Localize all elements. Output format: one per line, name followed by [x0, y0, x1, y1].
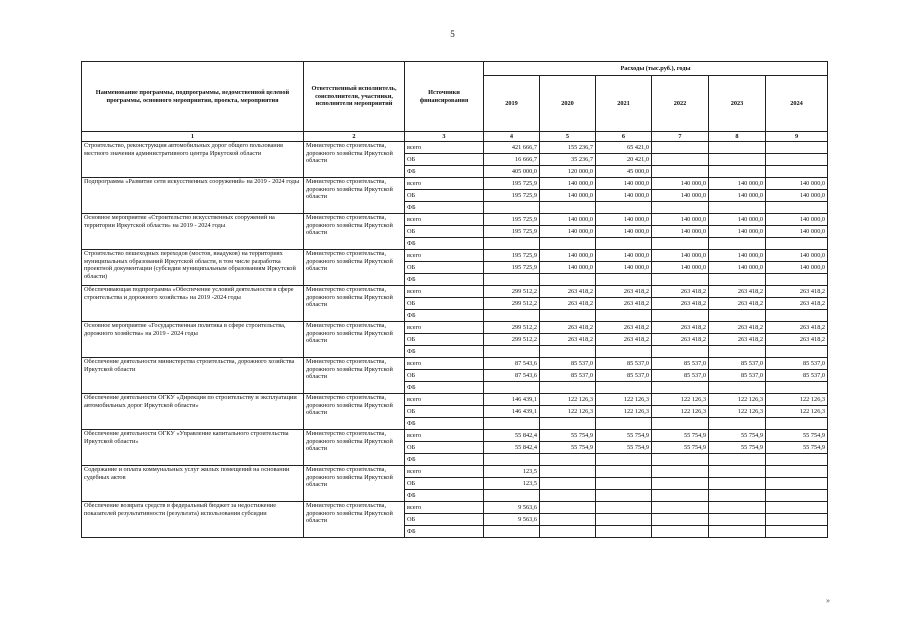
table-row — [82, 502, 828, 514]
executor-name: Министерство строительства, дорожного хозяйства Иркутской области — [304, 286, 405, 322]
amount-cell: 35 236,7 — [540, 154, 596, 166]
funding-source: ФБ — [405, 490, 484, 502]
amount-cell — [766, 526, 828, 538]
funding-source: ФБ — [405, 202, 484, 214]
funding-source: ОБ — [405, 442, 484, 454]
funding-source: всего — [405, 286, 484, 298]
amount-cell: 263 418,2 — [709, 322, 766, 334]
column-index-cell: 3 — [405, 132, 484, 142]
amount-cell — [709, 454, 766, 466]
header-expenses: Расходы (тыс.руб.), годы — [484, 62, 828, 76]
amount-cell: 195 725,9 — [484, 214, 540, 226]
amount-cell — [709, 514, 766, 526]
amount-cell — [709, 142, 766, 154]
activity-name: Основное мероприятие «Строительство искусственных сооружений на территории Иркутской области» на 2019 - 2024 годы — [82, 214, 304, 250]
amount-cell — [652, 478, 709, 490]
table-row — [82, 394, 828, 406]
funding-source: ФБ — [405, 454, 484, 466]
executor-name: Министерство строительства, дорожного хозяйства Иркутской области — [304, 430, 405, 466]
amount-cell — [766, 154, 828, 166]
executor-name: Министерство строительства, дорожного хозяйства Иркутской области — [304, 394, 405, 430]
amount-cell: 122 126,3 — [540, 406, 596, 418]
amount-cell — [484, 346, 540, 358]
header-source: Источники финансирования — [405, 62, 484, 132]
amount-cell: 55 754,9 — [596, 442, 652, 454]
amount-cell: 140 000,0 — [709, 262, 766, 274]
amount-cell: 140 000,0 — [766, 226, 828, 238]
amount-cell: 120 000,0 — [540, 166, 596, 178]
activity-name: Содержание и оплата коммунальных услуг жилых помещений на основании судебных актов — [82, 466, 304, 502]
amount-cell: 85 537,0 — [709, 370, 766, 382]
amount-cell: 140 000,0 — [596, 262, 652, 274]
amount-cell — [484, 526, 540, 538]
amount-cell: 263 418,2 — [596, 286, 652, 298]
amount-cell — [709, 274, 766, 286]
amount-cell: 405 000,0 — [484, 166, 540, 178]
amount-cell — [709, 166, 766, 178]
header-year-2020: 2020 — [540, 76, 596, 132]
amount-cell: 195 725,9 — [484, 190, 540, 202]
amount-cell — [766, 346, 828, 358]
amount-cell — [766, 478, 828, 490]
amount-cell — [709, 478, 766, 490]
amount-cell: 263 418,2 — [540, 334, 596, 346]
amount-cell: 146 439,1 — [484, 394, 540, 406]
amount-cell: 140 000,0 — [766, 190, 828, 202]
table-row — [82, 286, 828, 298]
amount-cell — [652, 310, 709, 322]
amount-cell — [709, 490, 766, 502]
amount-cell — [766, 274, 828, 286]
executor-name: Министерство строительства, дорожного хозяйства Иркутской области — [304, 214, 405, 250]
amount-cell — [709, 154, 766, 166]
amount-cell — [766, 466, 828, 478]
amount-cell — [652, 238, 709, 250]
funding-source: всего — [405, 178, 484, 190]
amount-cell: 85 537,0 — [766, 370, 828, 382]
funding-source: всего — [405, 358, 484, 370]
amount-cell: 85 537,0 — [709, 358, 766, 370]
amount-cell: 123,5 — [484, 466, 540, 478]
amount-cell — [766, 142, 828, 154]
table-row — [82, 178, 828, 190]
funding-source: всего — [405, 502, 484, 514]
amount-cell: 140 000,0 — [709, 250, 766, 262]
amount-cell — [709, 526, 766, 538]
amount-cell — [596, 502, 652, 514]
funding-source: ФБ — [405, 166, 484, 178]
amount-cell: 263 418,2 — [652, 322, 709, 334]
funding-source: ОБ — [405, 334, 484, 346]
amount-cell — [652, 514, 709, 526]
amount-cell — [596, 466, 652, 478]
amount-cell: 263 418,2 — [540, 298, 596, 310]
activity-name: Подпрограмма «Развитие сети искусственных сооружений» на 2019 - 2024 годы — [82, 178, 304, 214]
table-row — [82, 214, 828, 226]
amount-cell — [596, 454, 652, 466]
table-row — [82, 466, 828, 478]
amount-cell: 140 000,0 — [766, 214, 828, 226]
amount-cell: 140 000,0 — [596, 190, 652, 202]
amount-cell — [596, 274, 652, 286]
amount-cell: 263 418,2 — [766, 298, 828, 310]
amount-cell: 263 418,2 — [766, 334, 828, 346]
funding-source: ОБ — [405, 262, 484, 274]
amount-cell: 55 754,9 — [540, 430, 596, 442]
amount-cell: 55 842,4 — [484, 430, 540, 442]
amount-cell: 195 725,9 — [484, 250, 540, 262]
amount-cell — [709, 418, 766, 430]
column-index-cell: 9 — [766, 132, 828, 142]
funding-source: ОБ — [405, 406, 484, 418]
funding-source: ОБ — [405, 226, 484, 238]
funding-source: ФБ — [405, 238, 484, 250]
activity-name: Обеспечение деятельности ОГКУ «Дирекция по строительству и эксплуатации автомобильных дорог Иркутской области» — [82, 394, 304, 430]
amount-cell — [766, 238, 828, 250]
amount-cell — [652, 166, 709, 178]
amount-cell — [484, 202, 540, 214]
amount-cell — [596, 346, 652, 358]
amount-cell: 55 754,9 — [652, 430, 709, 442]
amount-cell: 140 000,0 — [540, 214, 596, 226]
amount-cell: 263 418,2 — [652, 286, 709, 298]
activity-name: Обеспечение деятельности ОГКУ «Управление капитального строительства Иркутской области» — [82, 430, 304, 466]
amount-cell — [596, 238, 652, 250]
funding-source: ОБ — [405, 478, 484, 490]
amount-cell: 140 000,0 — [766, 250, 828, 262]
amount-cell — [596, 310, 652, 322]
funding-source: всего — [405, 430, 484, 442]
amount-cell: 263 418,2 — [652, 298, 709, 310]
amount-cell — [484, 238, 540, 250]
funding-source: ФБ — [405, 274, 484, 286]
funding-source: всего — [405, 466, 484, 478]
amount-cell: 87 543,6 — [484, 370, 540, 382]
amount-cell — [766, 202, 828, 214]
header-index-row — [82, 132, 828, 142]
amount-cell — [766, 502, 828, 514]
header-year-2022: 2022 — [652, 76, 709, 132]
amount-cell: 20 421,0 — [596, 154, 652, 166]
amount-cell — [596, 526, 652, 538]
amount-cell — [652, 466, 709, 478]
amount-cell: 122 126,3 — [766, 394, 828, 406]
amount-cell — [709, 466, 766, 478]
column-index-cell: 5 — [540, 132, 596, 142]
activity-name: Основное мероприятие «Государственная политика в сфере строительства, дорожного хозяйства» на 2019 - 2024 годы — [82, 322, 304, 358]
amount-cell: 85 537,0 — [652, 358, 709, 370]
amount-cell: 87 543,6 — [484, 358, 540, 370]
amount-cell — [596, 202, 652, 214]
amount-cell — [540, 466, 596, 478]
amount-cell: 55 754,9 — [652, 442, 709, 454]
header-year-2024: 2024 — [766, 76, 828, 132]
funding-source: ОБ — [405, 514, 484, 526]
amount-cell — [652, 502, 709, 514]
amount-cell: 65 421,0 — [596, 142, 652, 154]
amount-cell — [540, 238, 596, 250]
amount-cell — [766, 490, 828, 502]
amount-cell: 9 563,6 — [484, 514, 540, 526]
amount-cell: 55 754,9 — [766, 442, 828, 454]
activity-name: Обеспечение деятельности министерства строительства, дорожного хозяйства Иркутской области — [82, 358, 304, 394]
header-year-2019: 2019 — [484, 76, 540, 132]
amount-cell — [540, 526, 596, 538]
activity-name: Обеспечивающая подпрограмма «Обеспечение условий деятельности в сфере строительства и дорожного хозяйства» на 2019 -2024 годы — [82, 286, 304, 322]
amount-cell: 263 418,2 — [540, 286, 596, 298]
amount-cell: 140 000,0 — [709, 226, 766, 238]
amount-cell: 140 000,0 — [709, 190, 766, 202]
amount-cell: 263 418,2 — [709, 334, 766, 346]
column-index-cell: 4 — [484, 132, 540, 142]
amount-cell: 55 754,9 — [540, 442, 596, 454]
table-header — [82, 62, 828, 142]
amount-cell: 263 418,2 — [540, 322, 596, 334]
amount-cell: 122 126,3 — [652, 406, 709, 418]
amount-cell — [484, 310, 540, 322]
amount-cell: 122 126,3 — [540, 394, 596, 406]
amount-cell — [484, 454, 540, 466]
amount-cell — [540, 382, 596, 394]
column-index-cell: 2 — [304, 132, 405, 142]
funding-source: ФБ — [405, 526, 484, 538]
amount-cell: 122 126,3 — [766, 406, 828, 418]
amount-cell — [766, 382, 828, 394]
amount-cell: 263 418,2 — [709, 286, 766, 298]
amount-cell: 263 418,2 — [596, 334, 652, 346]
amount-cell: 195 725,9 — [484, 178, 540, 190]
amount-cell — [540, 454, 596, 466]
budget-table — [81, 61, 828, 538]
funding-source: ОБ — [405, 370, 484, 382]
amount-cell: 263 418,2 — [766, 286, 828, 298]
amount-cell — [484, 418, 540, 430]
amount-cell: 140 000,0 — [596, 178, 652, 190]
amount-cell: 45 000,0 — [596, 166, 652, 178]
amount-cell — [540, 478, 596, 490]
amount-cell — [652, 454, 709, 466]
amount-cell — [540, 502, 596, 514]
amount-cell: 140 000,0 — [652, 190, 709, 202]
amount-cell: 263 418,2 — [652, 334, 709, 346]
amount-cell — [596, 490, 652, 502]
header-name: Наименование программы, подпрограммы, ведомственной целевой программы, основного мероприятия, проекта, мероприятия — [82, 62, 304, 132]
amount-cell: 299 512,2 — [484, 298, 540, 310]
amount-cell — [540, 490, 596, 502]
amount-cell — [766, 514, 828, 526]
amount-cell: 140 000,0 — [540, 190, 596, 202]
column-index-cell: 6 — [596, 132, 652, 142]
bottom-mark: » — [826, 596, 830, 605]
column-index-cell: 7 — [652, 132, 709, 142]
executor-name: Министерство строительства, дорожного хозяйства Иркутской области — [304, 322, 405, 358]
amount-cell: 55 754,9 — [709, 442, 766, 454]
amount-cell — [652, 346, 709, 358]
amount-cell: 146 439,1 — [484, 406, 540, 418]
amount-cell: 9 563,6 — [484, 502, 540, 514]
executor-name: Министерство строительства, дорожного хозяйства Иркутской области — [304, 142, 405, 178]
amount-cell: 123,5 — [484, 478, 540, 490]
funding-source: всего — [405, 394, 484, 406]
amount-cell — [766, 310, 828, 322]
amount-cell: 421 666,7 — [484, 142, 540, 154]
funding-source: всего — [405, 322, 484, 334]
amount-cell — [709, 202, 766, 214]
executor-name: Министерство строительства, дорожного хозяйства Иркутской области — [304, 502, 405, 538]
funding-source: ОБ — [405, 190, 484, 202]
amount-cell — [652, 382, 709, 394]
funding-source: всего — [405, 142, 484, 154]
amount-cell: 299 512,2 — [484, 334, 540, 346]
funding-source: ФБ — [405, 346, 484, 358]
amount-cell — [540, 202, 596, 214]
amount-cell — [540, 418, 596, 430]
amount-cell: 263 418,2 — [596, 322, 652, 334]
amount-cell — [709, 502, 766, 514]
amount-cell: 140 000,0 — [540, 250, 596, 262]
executor-name: Министерство строительства, дорожного хозяйства Иркутской области — [304, 250, 405, 286]
amount-cell: 140 000,0 — [596, 214, 652, 226]
funding-source: ОБ — [405, 298, 484, 310]
executor-name: Министерство строительства, дорожного хозяйства Иркутской области — [304, 466, 405, 502]
amount-cell: 16 666,7 — [484, 154, 540, 166]
amount-cell: 85 537,0 — [766, 358, 828, 370]
column-index-cell: 1 — [82, 132, 304, 142]
table-row — [82, 322, 828, 334]
amount-cell: 140 000,0 — [596, 226, 652, 238]
amount-cell: 263 418,2 — [709, 298, 766, 310]
page-number: 5 — [450, 29, 455, 39]
amount-cell — [540, 514, 596, 526]
amount-cell — [652, 490, 709, 502]
amount-cell: 140 000,0 — [709, 178, 766, 190]
amount-cell: 140 000,0 — [540, 262, 596, 274]
amount-cell: 122 126,3 — [709, 406, 766, 418]
amount-cell: 140 000,0 — [540, 226, 596, 238]
amount-cell — [596, 478, 652, 490]
amount-cell — [484, 490, 540, 502]
amount-cell: 140 000,0 — [540, 178, 596, 190]
amount-cell — [652, 154, 709, 166]
amount-cell — [709, 310, 766, 322]
header-year-2023: 2023 — [709, 76, 766, 132]
amount-cell: 140 000,0 — [652, 250, 709, 262]
amount-cell — [596, 418, 652, 430]
amount-cell: 299 512,2 — [484, 286, 540, 298]
amount-cell — [709, 238, 766, 250]
amount-cell — [484, 382, 540, 394]
funding-source: всего — [405, 250, 484, 262]
funding-source: ФБ — [405, 382, 484, 394]
header-executor: Ответственный исполнитель, соисполнители, участники, исполнители мероприятий — [304, 62, 405, 132]
amount-cell: 140 000,0 — [766, 262, 828, 274]
amount-cell: 55 754,9 — [596, 430, 652, 442]
funding-source: ФБ — [405, 418, 484, 430]
amount-cell: 85 537,0 — [596, 358, 652, 370]
amount-cell: 140 000,0 — [652, 226, 709, 238]
amount-cell: 122 126,3 — [596, 406, 652, 418]
funding-source: ФБ — [405, 310, 484, 322]
executor-name: Министерство строительства, дорожного хозяйства Иркутской области — [304, 358, 405, 394]
amount-cell: 140 000,0 — [652, 214, 709, 226]
amount-cell — [652, 274, 709, 286]
amount-cell — [540, 274, 596, 286]
amount-cell — [766, 166, 828, 178]
amount-cell — [596, 382, 652, 394]
amount-cell — [652, 418, 709, 430]
header-year-2021: 2021 — [596, 76, 652, 132]
amount-cell: 85 537,0 — [540, 370, 596, 382]
activity-name: Обеспечение возврата средств в федеральный бюджет за недостижение показателей результативности (результата) использования субсидии — [82, 502, 304, 538]
amount-cell — [766, 454, 828, 466]
amount-cell: 140 000,0 — [709, 214, 766, 226]
amount-cell — [652, 526, 709, 538]
amount-cell: 140 000,0 — [766, 178, 828, 190]
activity-name: Строительство пешеходных переходов (мостов, виадуков) на территориях муниципальных образований Иркутской области, в том числе разработка проектной документации (субсидии муниципальным образованиям Иркутской области) — [82, 250, 304, 286]
amount-cell: 155 236,7 — [540, 142, 596, 154]
amount-cell: 263 418,2 — [596, 298, 652, 310]
amount-cell: 122 126,3 — [709, 394, 766, 406]
activity-name: Строительство, реконструкция автомобильных дорог общего пользования местного значения административного центра Иркутской области — [82, 142, 304, 178]
executor-name: Министерство строительства, дорожного хозяйства Иркутской области — [304, 178, 405, 214]
amount-cell — [596, 514, 652, 526]
column-index-cell: 8 — [709, 132, 766, 142]
amount-cell — [484, 274, 540, 286]
amount-cell: 55 842,4 — [484, 442, 540, 454]
amount-cell — [652, 202, 709, 214]
table-body — [82, 142, 828, 538]
amount-cell — [540, 310, 596, 322]
amount-cell: 55 754,9 — [766, 430, 828, 442]
table-row — [82, 430, 828, 442]
amount-cell: 299 512,2 — [484, 322, 540, 334]
funding-source: всего — [405, 214, 484, 226]
amount-cell — [709, 382, 766, 394]
amount-cell — [766, 418, 828, 430]
amount-cell — [652, 142, 709, 154]
amount-cell: 195 725,9 — [484, 226, 540, 238]
amount-cell: 122 126,3 — [596, 394, 652, 406]
table-row — [82, 250, 828, 262]
amount-cell — [709, 346, 766, 358]
amount-cell: 55 754,9 — [709, 430, 766, 442]
amount-cell: 195 725,9 — [484, 262, 540, 274]
amount-cell — [540, 346, 596, 358]
amount-cell: 263 418,2 — [766, 322, 828, 334]
table-row — [82, 358, 828, 370]
amount-cell: 85 537,0 — [652, 370, 709, 382]
amount-cell: 85 537,0 — [596, 370, 652, 382]
amount-cell: 140 000,0 — [652, 262, 709, 274]
amount-cell: 140 000,0 — [596, 250, 652, 262]
amount-cell: 140 000,0 — [652, 178, 709, 190]
table-row — [82, 142, 828, 154]
funding-source: ОБ — [405, 154, 484, 166]
amount-cell: 85 537,0 — [540, 358, 596, 370]
amount-cell: 122 126,3 — [652, 394, 709, 406]
